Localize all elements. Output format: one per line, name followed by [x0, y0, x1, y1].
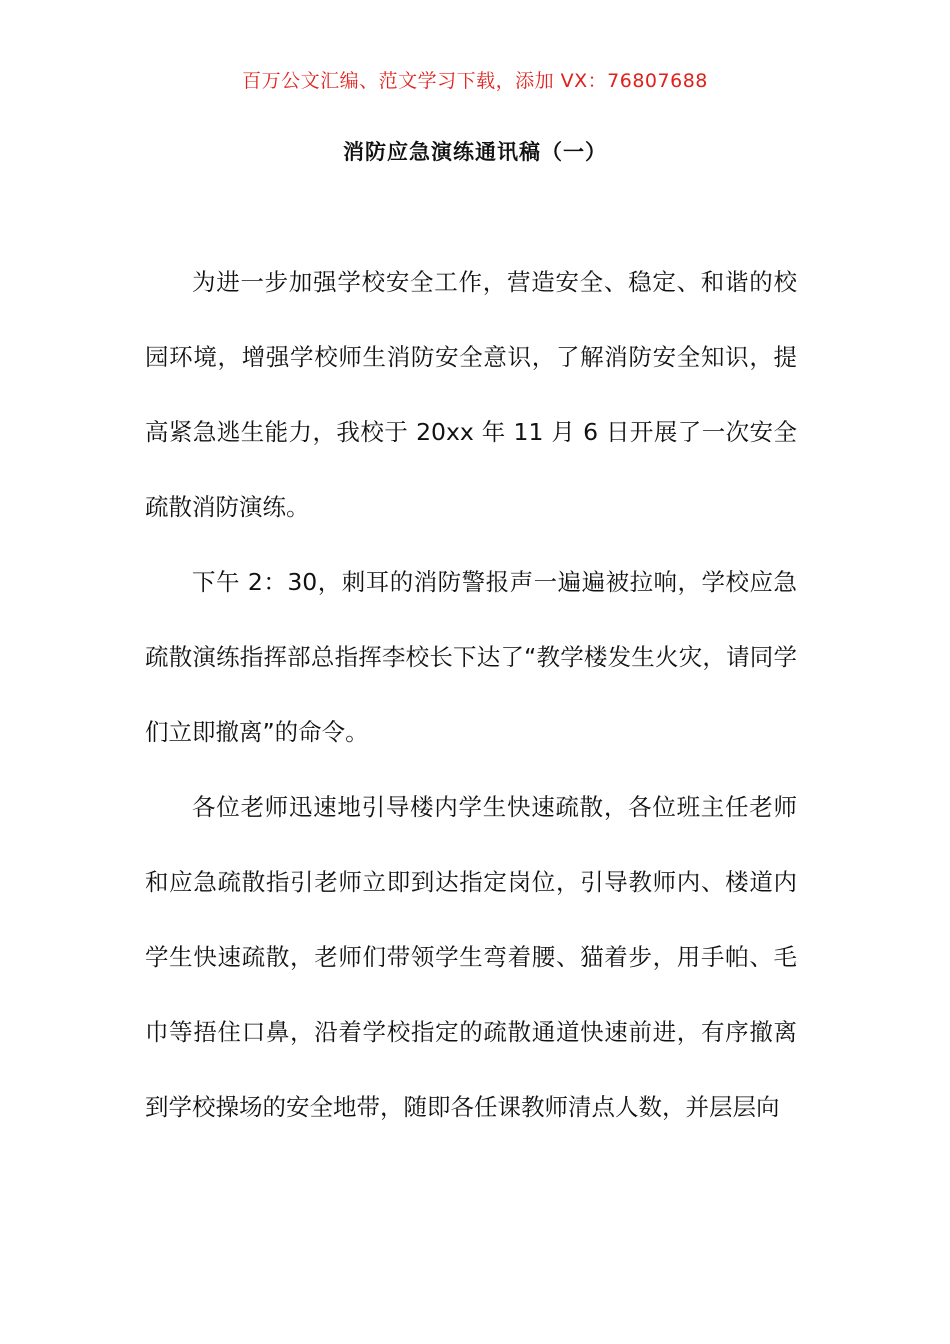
paragraph-3: 各位老师迅速地引导楼内学生快速疏散，各位班主任老师和应急疏散指引老师立即到达指定岗位，引导教师内、楼道内学生快速疏散，老师们带领学生弯着腰、猫着步，用手帕、毛巾等捂住口鼻，沿着学校指定的疏散通道快速前进，有序撤离到学校操场的安全地带，随即各任课教师清点人数，并层层向: [145, 793, 797, 1121]
paragraph-1: 为进一步加强学校安全工作，营造安全、稳定、和谐的校园环境，增强学校师生消防安全意识，了解消防安全知识，提高紧急逃生能力，我校于 20xx 年 11 月 6 日开展了一次安全疏散消防演练。: [145, 268, 797, 521]
header-note: 百万公文汇编、范文学习下载，添加 VX：76807688: [242, 70, 708, 92]
document-body: [145, 245, 797, 1145]
document-title: 消防应急演练通讯稿（一）: [343, 140, 607, 164]
paragraph-2: 下午 2：30，刺耳的消防警报声一遍遍被拉响，学校应急疏散演练指挥部总指挥李校长下达了“教学楼发生火灾，请同学们立即撤离”的命令。: [145, 568, 797, 746]
